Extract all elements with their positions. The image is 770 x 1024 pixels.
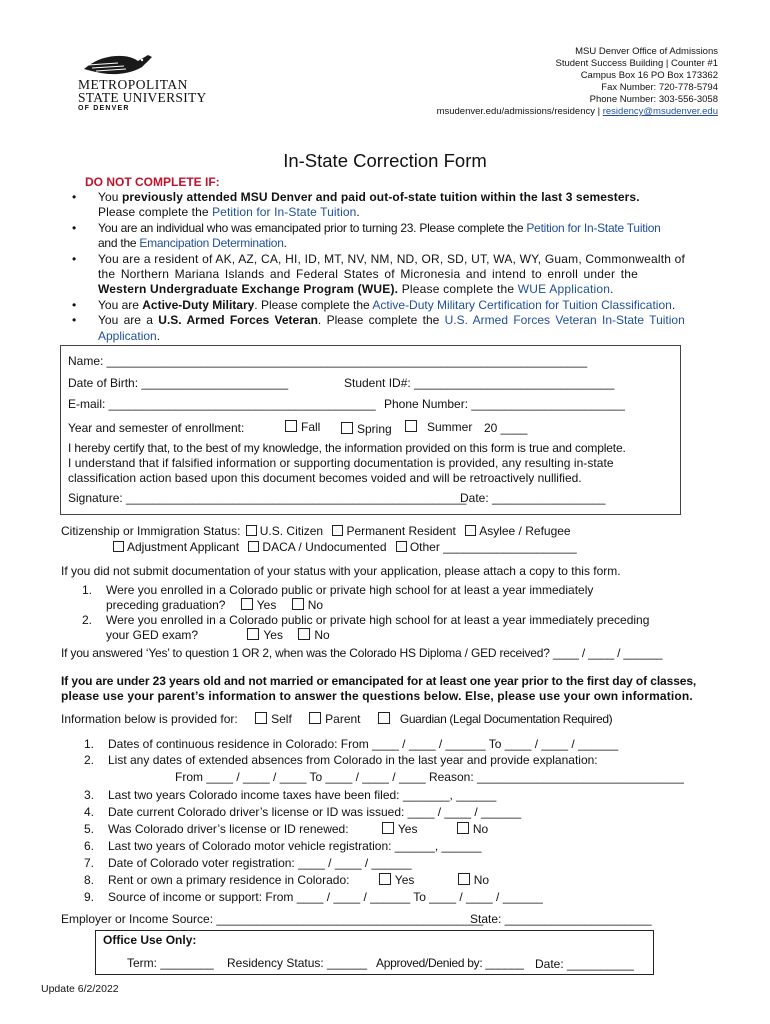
self-checkbox[interactable] — [255, 712, 292, 726]
label: Yes — [256, 598, 277, 612]
text: Please complete the — [398, 282, 518, 297]
text: . — [156, 328, 161, 343]
checkbox[interactable] — [382, 822, 394, 834]
checkbox[interactable] — [457, 822, 469, 834]
exclusion-list — [62, 190, 748, 344]
exclusion-item — [98, 252, 748, 298]
under-23-instruction-1: If you are under 23 years old and not married or emancipated for at least one year prior to the first day of classes, — [61, 674, 697, 688]
renewed-no-checkbox[interactable] — [457, 822, 488, 836]
hs-question-2-number: 2. — [82, 613, 93, 627]
text: Please complete the — [98, 205, 213, 220]
text: . — [671, 297, 676, 312]
checkbox[interactable] — [458, 873, 470, 885]
label: Yes — [263, 628, 283, 642]
citizenship-label: Citizenship or Immigration Status: — [61, 524, 241, 538]
list-number: 4. — [84, 805, 95, 819]
citizenship-row — [61, 524, 571, 538]
label: Fall — [301, 420, 321, 434]
office-term-field: Term: ________ — [127, 956, 214, 970]
office-fax: Fax Number: 720-778-5794 — [601, 82, 718, 93]
hs-question-1-number: 1. — [82, 583, 93, 597]
label: Was Colorado driver’s license or ID renewed: — [108, 822, 349, 836]
petition-in-state-tuition-link[interactable]: Petition for In-State Tuition — [212, 205, 357, 220]
enrollment-label: Year and semester of enrollment: — [68, 421, 245, 435]
label: preceding graduation? — [106, 598, 226, 612]
attach-documentation-note: If you did not submit documentation of your status with your application, please attach a copy to this form. — [61, 564, 621, 578]
us-citizen-checkbox[interactable] — [246, 524, 323, 538]
hs-question-2: Were you enrolled in a Colorado public or private high school for at least a year immediately preceding — [106, 613, 650, 627]
form-title: In-State Correction Form — [283, 150, 487, 171]
asylee-refugee-checkbox[interactable] — [465, 524, 570, 538]
text-bold: U.S. Armed Forces Veteran — [158, 313, 318, 328]
hs-question-2-cont — [106, 628, 330, 642]
text: . — [356, 205, 360, 220]
exclusion-item — [98, 221, 748, 252]
name-field[interactable]: Name: ________________________________________________________________________ — [68, 354, 588, 368]
phone-field[interactable]: Phone Number: _______________________ — [384, 397, 625, 411]
label: DACA / Undocumented — [262, 540, 387, 554]
list-number: 9. — [84, 890, 95, 904]
exclusion-item — [98, 313, 748, 344]
dob-field[interactable]: Date of Birth: ______________________ — [68, 376, 289, 390]
voter-registration-field[interactable]: Date of Colorado voter registration: ____ / ____ / ______ — [108, 856, 412, 870]
text: You are a resident of AK, AZ, CA, HI, ID, MT, NV, NM, ND, OR, SD, UT, WA, WY, Guam, Commonwealth of — [98, 251, 686, 266]
residency-email-link[interactable]: residency@msudenver.edu — [602, 106, 718, 117]
office-building: Student Success Building | Counter #1 — [555, 58, 718, 69]
list-number: 2. — [84, 753, 95, 767]
diploma-date-field[interactable]: If you answered ‘Yes’ to question 1 OR 2, when was the Colorado HS Diploma / GED received? ____ / ____ / ______ — [61, 646, 663, 660]
msu-denver-logo — [78, 47, 218, 115]
residence-no-checkbox[interactable] — [458, 873, 489, 887]
absence-dates-field[interactable]: From ____ / ____ / ____ To ____ / ____ / ____ Reason: _______________________________ — [175, 770, 684, 784]
label: Information below is provided for: — [61, 712, 238, 726]
text: . Please complete the — [254, 297, 373, 312]
checkbox[interactable] — [332, 525, 343, 536]
checkbox[interactable] — [292, 598, 304, 610]
separator: | — [594, 106, 603, 117]
checkbox[interactable] — [246, 525, 257, 536]
residence-yes-checkbox[interactable] — [379, 873, 415, 887]
label: No — [307, 598, 324, 612]
label: Permanent Resident — [346, 524, 456, 538]
wue-application-link[interactable]: WUE Application — [517, 282, 611, 297]
hs-question-1: Were you enrolled in a Colorado public or private high school for at least a year immediately — [106, 583, 594, 597]
text-bold: Active-Duty Military — [142, 297, 255, 312]
logo-line-1: METROPOLITAN — [78, 77, 188, 92]
extended-absences-label: List any dates of extended absences from Colorado in the last year and provide explanation: — [108, 753, 598, 767]
office-phone: Phone Number: 303-556-3058 — [589, 94, 718, 105]
permanent-resident-checkbox[interactable] — [332, 524, 455, 538]
checkbox[interactable] — [465, 525, 476, 536]
label: Yes — [394, 873, 415, 887]
guardian-checkbox[interactable] — [378, 712, 612, 726]
office-campus-box: Campus Box 16 PO Box 173362 — [580, 70, 718, 81]
veteran-tuition-application-link[interactable]: U.S. Armed Forces Veteran In-State Tuition Application — [98, 313, 685, 343]
label: No — [472, 822, 489, 836]
fall-checkbox[interactable] — [285, 420, 320, 434]
employer-field[interactable]: Employer or Income Source: ________________________________________ — [61, 912, 484, 926]
text: and the — [98, 236, 140, 251]
daca-checkbox[interactable] — [248, 540, 386, 554]
office-residency-status-field: Residency Status: ______ — [227, 956, 368, 970]
state-field[interactable]: State: ______________________ — [470, 912, 652, 926]
label: U.S. Citizen — [259, 524, 324, 538]
label: Asylee / Refugee — [479, 524, 571, 538]
certification-line-2: I understand that if falsified information or supporting documentation is provided, any resulting in-state — [68, 456, 614, 470]
office-use-heading: Office Use Only: — [103, 933, 197, 947]
text-bold: Western Undergraduate Exchange Program (WUE). — [98, 282, 399, 297]
student-id-field[interactable]: Student ID#: ______________________________ — [344, 376, 615, 390]
checkbox[interactable] — [241, 598, 253, 610]
signature-field[interactable]: Signature: ___________________________________________________ — [68, 491, 467, 505]
checkbox[interactable] — [378, 712, 390, 724]
citizenship-row-2 — [113, 540, 577, 554]
date-field[interactable]: Date: _________________ — [460, 491, 606, 505]
label: Parent — [325, 712, 361, 726]
checkbox[interactable] — [285, 420, 297, 432]
label: Adjustment Applicant — [127, 540, 240, 554]
text: the Northern Mariana Islands and Federal States of Micronesia and intend to enroll under the — [98, 267, 639, 282]
list-number: 3. — [84, 788, 95, 802]
label: No — [314, 628, 330, 642]
certification-line-3: classification action based upon this document becomes voided and will be retroactively nullified. — [68, 471, 582, 485]
label: No — [473, 873, 490, 887]
update-date-footer: Update 6/2/2022 — [41, 983, 119, 995]
list-number: 8. — [84, 873, 95, 887]
checkbox[interactable] — [255, 712, 267, 724]
exclusion-item — [98, 190, 748, 221]
adjustment-applicant-checkbox[interactable] — [113, 540, 239, 554]
checkbox[interactable] — [379, 873, 391, 885]
checkbox[interactable] — [298, 628, 310, 640]
under-23-instruction-2: please use your parent’s information to answer the questions below. Else, please use your own information. — [61, 689, 693, 703]
list-number: 1. — [84, 737, 95, 751]
checkbox[interactable] — [247, 628, 259, 640]
text: . Please complete the — [317, 313, 445, 328]
label: Summer — [427, 420, 473, 434]
checkbox[interactable] — [113, 541, 124, 552]
label: Spring — [357, 422, 392, 436]
other-checkbox[interactable] — [396, 540, 577, 554]
office-approved-by-field: Approved/Denied by: ______ — [376, 956, 524, 970]
list-number: 7. — [84, 856, 95, 870]
text: . — [283, 236, 287, 251]
checkbox[interactable] — [341, 422, 353, 434]
label: Self — [271, 712, 292, 726]
q2-yes-checkbox[interactable] — [247, 628, 283, 642]
list-number: 6. — [84, 839, 95, 853]
do-not-complete-heading: DO NOT COMPLETE IF: — [85, 175, 220, 189]
renewed-yes-checkbox[interactable] — [382, 822, 418, 836]
office-address-block — [437, 46, 718, 118]
checkbox[interactable] — [248, 541, 259, 552]
emancipation-determination-link[interactable]: Emancipation Determination — [139, 236, 284, 251]
list-number: 5. — [84, 822, 95, 836]
summer-checkbox[interactable] — [405, 420, 472, 434]
provided-for-row — [61, 712, 612, 726]
parent-checkbox[interactable] — [309, 712, 360, 726]
primary-residence-row — [108, 873, 489, 887]
checkbox[interactable] — [396, 541, 407, 552]
label: Rent or own a primary residence in Colorado: — [108, 873, 350, 887]
text: You — [98, 190, 122, 204]
checkbox[interactable] — [405, 420, 417, 432]
q2-no-checkbox[interactable] — [298, 628, 329, 642]
petition-in-state-tuition-link[interactable]: Petition for In-State Tuition — [526, 220, 661, 235]
checkbox[interactable] — [309, 712, 321, 724]
office-date-field: Date: __________ — [535, 957, 634, 971]
text: You are an individual who was emancipated prior to turning 23. Please complete the — [98, 220, 527, 235]
continuous-residence-field[interactable]: Dates of continuous residence in Colorado: From ____ / ____ / ______ To ____ / ____ / ______ — [108, 737, 619, 751]
income-source-dates-field[interactable]: Source of income or support: From ____ / ____ / ______ To ____ / ____ / ______ — [108, 890, 543, 904]
label: your GED exam? — [106, 628, 199, 642]
label: Yes — [397, 822, 418, 836]
enrollment-year-field[interactable]: 20 ____ — [484, 421, 528, 435]
license-renewed-row — [108, 822, 488, 836]
text: You are a — [98, 313, 159, 328]
logo-line-2: STATE UNIVERSITY — [78, 90, 207, 105]
logo-line-3: OF DENVER — [78, 105, 130, 112]
active-duty-certification-link[interactable]: Active-Duty Military Certification for Tuition Classification — [372, 297, 672, 312]
license-issue-date-field[interactable]: Date current Colorado driver’s license or ID was issued: ____ / ____ / ______ — [108, 805, 522, 819]
exclusion-item — [98, 298, 748, 313]
label: Guardian (Legal Documentation Required) — [399, 712, 613, 726]
vehicle-registration-field[interactable]: Last two years of Colorado motor vehicle registration: ______, ______ — [108, 839, 482, 853]
label: Other ____________________ — [409, 540, 577, 554]
email-field[interactable]: E-mail: ________________________________________ — [68, 397, 376, 411]
certification-line-1: I hereby certify that, to the best of my knowledge, the information provided on this form is true and complete. — [68, 441, 626, 455]
office-website: msudenver.edu/admissions/residency — [436, 106, 595, 117]
text-bold: previously attended MSU Denver and paid out-of-state tuition within the last 3 semesters. — [121, 190, 640, 204]
hs-question-1-cont — [106, 598, 323, 612]
q1-no-checkbox[interactable] — [292, 598, 323, 612]
office-name: MSU Denver Office of Admissions — [575, 46, 718, 57]
q1-yes-checkbox[interactable] — [241, 598, 277, 612]
text: You are — [98, 297, 143, 312]
text: . — [610, 282, 614, 297]
spring-checkbox[interactable] — [341, 422, 392, 436]
income-tax-years-field[interactable]: Last two years Colorado income taxes have been filed: _______, ______ — [108, 788, 497, 802]
